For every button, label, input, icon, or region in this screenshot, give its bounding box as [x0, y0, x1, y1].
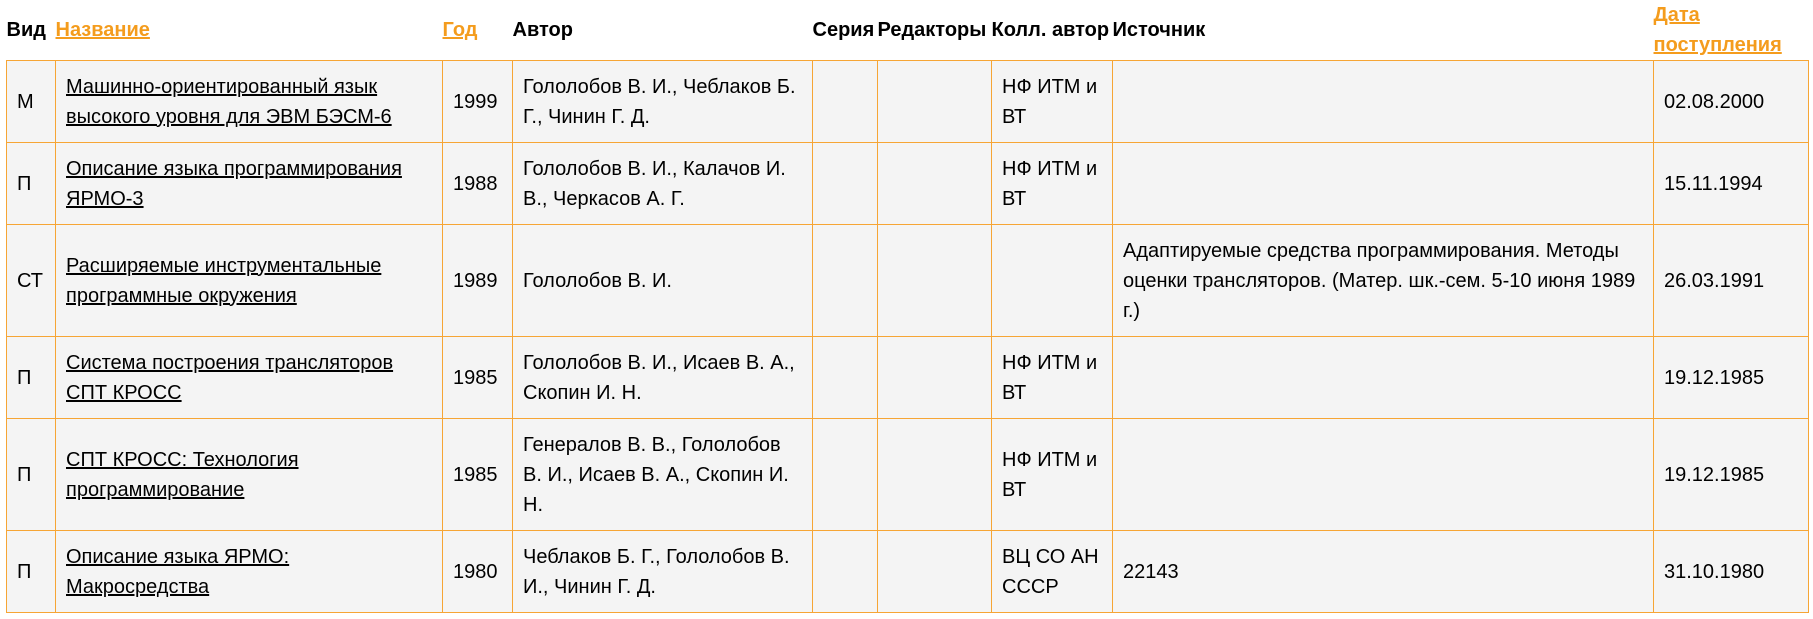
cell-vid: П	[7, 337, 56, 419]
header-author: Автор	[512, 19, 573, 41]
cell-vid: СТ	[7, 225, 56, 337]
cell-series	[813, 337, 878, 419]
cell-coll-author: НФ ИТМ и ВТ	[992, 337, 1113, 419]
cell-series	[813, 61, 878, 143]
cell-year: 1980	[443, 531, 513, 613]
header-series: Серия	[812, 19, 875, 41]
header-coll-author: Колл. автор	[991, 19, 1110, 41]
cell-coll-author: НФ ИТМ и ВТ	[992, 143, 1113, 225]
cell-editors	[878, 61, 992, 143]
cell-author: Гололобов В. И., Калачов И. В., Черкасов А. Г.	[513, 143, 813, 225]
cell-vid: П	[7, 419, 56, 531]
cell-author: Генералов В. В., Гололобов В. И., Исаев В. А., Скопин И. Н.	[513, 419, 813, 531]
cell-source: Адаптируемые средства программирования. Методы оценки трансляторов. (Матер. шк.-сем. 5-10 июня 1989 г.)	[1113, 225, 1654, 337]
title-link[interactable]: СПТ КРОСС: Технология программирование	[66, 448, 299, 501]
table-row	[7, 419, 1809, 531]
cell-author: Гололобов В. И.	[513, 225, 813, 337]
cell-date: 15.11.1994	[1654, 143, 1809, 225]
cell-series	[813, 143, 878, 225]
cell-coll-author: ВЦ СО АН СССР	[992, 531, 1113, 613]
cell-vid: П	[7, 531, 56, 613]
cell-source	[1113, 61, 1654, 143]
table-row	[7, 531, 1809, 613]
cell-title	[56, 225, 443, 337]
title-link[interactable]: Описание языка программирования ЯРМО-3	[66, 157, 402, 210]
cell-year: 1985	[443, 337, 513, 419]
cell-author: Чеблаков Б. Г., Гололобов В. И., Чинин Г. Д.	[513, 531, 813, 613]
header-date	[1654, 0, 1809, 61]
cell-title	[56, 337, 443, 419]
cell-editors	[878, 419, 992, 531]
cell-editors	[878, 337, 992, 419]
sort-by-title-link[interactable]: Название	[55, 19, 150, 41]
header-source: Источник	[1112, 19, 1206, 41]
cell-date: 31.10.1980	[1654, 531, 1809, 613]
sort-by-date-link[interactable]: Дата поступления	[1653, 4, 1782, 56]
header-vid: Вид	[6, 19, 46, 41]
cell-coll-author: НФ ИТМ и ВТ	[992, 419, 1113, 531]
cell-date: 26.03.1991	[1654, 225, 1809, 337]
cell-title	[56, 531, 443, 613]
publications-table	[6, 0, 1809, 613]
cell-editors	[878, 143, 992, 225]
cell-date: 02.08.2000	[1654, 61, 1809, 143]
cell-title	[56, 61, 443, 143]
title-link[interactable]: Описание языка ЯРМО: Макросредства	[66, 545, 290, 598]
table-row	[7, 225, 1809, 337]
sort-by-year-link[interactable]: Год	[442, 19, 478, 41]
cell-source	[1113, 337, 1654, 419]
title-link[interactable]: Расширяемые инструментальные программные окружения	[66, 254, 382, 307]
cell-title	[56, 419, 443, 531]
table-header-row	[7, 0, 1809, 61]
cell-title	[56, 143, 443, 225]
cell-date: 19.12.1985	[1654, 419, 1809, 531]
cell-year: 1989	[443, 225, 513, 337]
table-row	[7, 143, 1809, 225]
table-row	[7, 337, 1809, 419]
cell-vid: П	[7, 143, 56, 225]
cell-author: Гололобов В. И., Чеблаков Б. Г., Чинин Г. Д.	[513, 61, 813, 143]
cell-year: 1999	[443, 61, 513, 143]
cell-vid: М	[7, 61, 56, 143]
cell-series	[813, 419, 878, 531]
cell-author: Гололобов В. И., Исаев В. А., Скопин И. Н.	[513, 337, 813, 419]
cell-year: 1988	[443, 143, 513, 225]
cell-source	[1113, 143, 1654, 225]
header-editors: Редакторы	[877, 19, 987, 41]
cell-source	[1113, 419, 1654, 531]
cell-editors	[878, 225, 992, 337]
cell-year: 1985	[443, 419, 513, 531]
title-link[interactable]: Машинно-ориентированный язык высокого уровня для ЭВМ БЭСМ-6	[66, 75, 392, 128]
header-year	[443, 0, 513, 61]
cell-coll-author: НФ ИТМ и ВТ	[992, 61, 1113, 143]
title-link[interactable]: Система построения трансляторов СПТ КРОСС	[66, 351, 394, 404]
cell-series	[813, 531, 878, 613]
header-title	[56, 0, 443, 61]
cell-editors	[878, 531, 992, 613]
cell-series	[813, 225, 878, 337]
cell-coll-author	[992, 225, 1113, 337]
table-row	[7, 61, 1809, 143]
cell-source: 22143	[1113, 531, 1654, 613]
cell-date: 19.12.1985	[1654, 337, 1809, 419]
